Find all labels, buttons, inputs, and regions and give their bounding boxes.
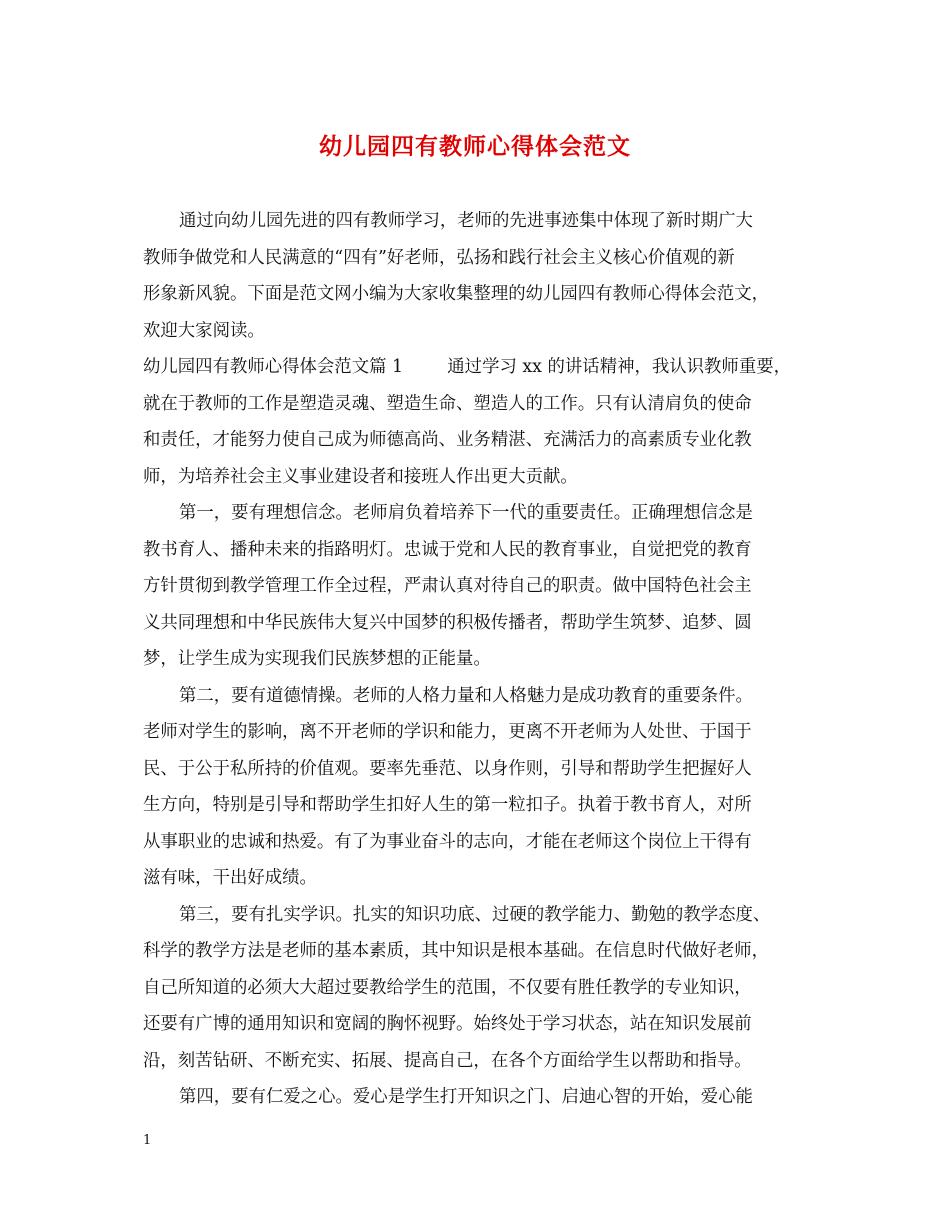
text-line: 梦，让学生成为实现我们民族梦想的正能量。 bbox=[143, 649, 491, 669]
text-line: 教书育人、播种未来的指路明灯。忠诚于党和人民的教育事业，自觉把党的教育 bbox=[143, 539, 752, 560]
text-line: 第三，要有扎实学识。扎实的知识功底、过硬的教学能力、勤勉的教学态度、 bbox=[179, 904, 771, 925]
text-line: 第四，要有仁爱之心。爱心是学生打开知识之门、启迪心智的开始，爱心能 bbox=[179, 1087, 753, 1107]
text-line: 生方向，特别是引导和帮助学生扣好人生的第一粒扣子。执着于教书育人，对所 bbox=[143, 795, 752, 815]
text-line: 形象新风貌。下面是范文网小编为大家收集整理的幼儿园四有教师心得体会范文， bbox=[143, 284, 770, 304]
text-line: 方针贯彻到教学管理工作全过程，严肃认真对待自己的职责。做中国特色社会主 bbox=[143, 576, 752, 596]
text-line: 老师对学生的影响，离不开老师的学识和能力，更离不开老师为人处世、于国于 bbox=[143, 722, 752, 742]
text-line: 就在于教师的工作是塑造灵魂、塑造生命、塑造人的工作。只有认清肩负的使命 bbox=[143, 393, 752, 414]
text-line: 义共同理想和中华民族伟大复兴中国梦的积极传播者，帮助学生筑梦、追梦、圆 bbox=[143, 612, 752, 633]
text-line: 师，为培养社会主义事业建设者和接班人作出更大贡献。 bbox=[143, 466, 578, 487]
text-line: 幼儿园四有教师心得体会范文篇 1 通过学习 xx 的讲话精神，我认识教师重要， bbox=[143, 357, 791, 377]
text-line: 滋有味，干出好成绩。 bbox=[143, 868, 317, 888]
page-number: 1 bbox=[143, 1133, 152, 1148]
document-title: 幼儿园四有教师心得体会范文 bbox=[319, 133, 631, 160]
text-line: 第二，要有道德情操。老师的人格力量和人格魅力是成功教育的重要条件。 bbox=[179, 685, 753, 706]
document-body bbox=[143, 203, 825, 1116]
text-line: 从事职业的忠诚和热爱。有了为事业奋斗的志向，才能在老师这个岗位上干得有 bbox=[143, 831, 752, 852]
text-line: 自己所知道的必须大大超过要教给学生的范围，不仅要有胜任教学的专业知识， bbox=[143, 977, 752, 998]
text-line: 第一，要有理想信念。老师肩负着培养下一代的重要责任。正确理想信念是 bbox=[179, 503, 753, 523]
text-line: 和责任，才能努力使自己成为师德高尚、业务精湛、充满活力的高素质专业化教 bbox=[143, 430, 752, 450]
text-line: 通过向幼儿园先进的四有教师学习，老师的先进事迹集中体现了新时期广大 bbox=[179, 211, 753, 231]
text-line: 科学的教学方法是老师的基本素质，其中知识是根本基础。在信息时代做好老师， bbox=[143, 941, 770, 961]
text-line: 还要有广博的通用知识和宽阔的胸怀视野。始终处于学习状态，站在知识发展前 bbox=[143, 1014, 752, 1034]
text-line: 欢迎大家阅读。 bbox=[143, 320, 265, 341]
text-line: 民、于公于私所持的价值观。要率先垂范、以身作则，引导和帮助学生把握好人 bbox=[143, 758, 752, 779]
text-line: 教师争做党和人民满意的“四有”好老师，弘扬和践行社会主义核心价值观的新 bbox=[143, 247, 735, 268]
text-line: 沿，刻苦钻研、不断充实、拓展、提高自己，在各个方面给学生以帮助和指导。 bbox=[143, 1050, 752, 1071]
